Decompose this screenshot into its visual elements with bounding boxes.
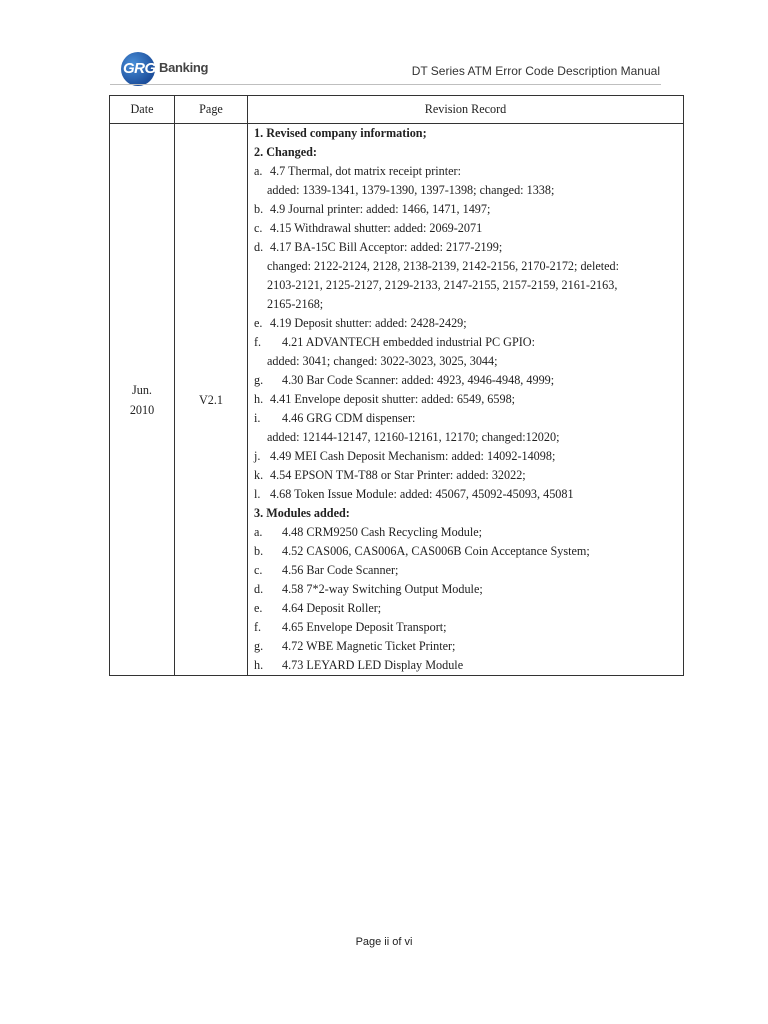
record-item-label: d. (254, 582, 264, 596)
record-item-text: 4.17 BA-15C Bill Acceptor: added: 2177-2199; (270, 240, 503, 254)
record-item-label: h. (254, 392, 264, 406)
record-item-text: 1. Revised company information; (254, 126, 427, 140)
record-item-label: k. (254, 468, 264, 482)
record-line (254, 485, 683, 504)
record-item-label: h. (254, 658, 264, 672)
logo-grg-text: GRG (123, 60, 156, 77)
record-line (254, 580, 683, 599)
record-item-text: changed: 2122-2124, 2128, 2138-2139, 2142-2156, 2170-2172; deleted: (267, 259, 620, 273)
record-item-text: 4.21 ADVANTECH embedded industrial PC GPIO: (282, 335, 535, 349)
record-line (254, 162, 683, 181)
record-item-label: g. (254, 639, 264, 653)
revision-table (109, 95, 684, 676)
record-item-text: added: 1339-1341, 1379-1390, 1397-1398; changed: 1338; (267, 183, 555, 197)
record-line (254, 124, 683, 143)
record-item-label: c. (254, 221, 263, 235)
record-line (254, 238, 683, 257)
record-item-text: 4.58 7*2-way Switching Output Module; (282, 582, 483, 596)
date-cell (110, 124, 175, 676)
record-line (254, 561, 683, 580)
record-item-text: added: 3041; changed: 3022-3023, 3025, 3044; (267, 354, 498, 368)
record-line (254, 276, 683, 295)
record-item-text: 4.46 GRG CDM dispenser: (282, 411, 416, 425)
document-title: DT Series ATM Error Code Description Manual (411, 64, 660, 78)
record-item-label: f. (254, 620, 262, 634)
table-header-row (110, 96, 684, 124)
record-line (254, 371, 683, 390)
revision-record-cell (248, 124, 684, 676)
page-cell: V2.1 (175, 124, 248, 676)
record-item-label: c. (254, 563, 263, 577)
table-row (110, 124, 684, 676)
record-item-text: 4.73 LEYARD LED Display Module (282, 658, 464, 672)
record-item-text: 4.7 Thermal, dot matrix receipt printer: (270, 164, 461, 178)
record-line (254, 637, 683, 656)
record-line (254, 542, 683, 561)
record-line (254, 295, 683, 314)
record-line (254, 200, 683, 219)
record-item-text: 4.49 MEI Cash Deposit Mechanism: added: 14092-14098; (270, 449, 556, 463)
record-item-text: 4.56 Bar Code Scanner; (282, 563, 399, 577)
header-divider (110, 84, 661, 85)
column-header-revision-record: Revision Record (248, 96, 684, 124)
record-item-text: 3. Modules added: (254, 506, 350, 520)
record-line (254, 447, 683, 466)
record-item-text: 4.41 Envelope deposit shutter: added: 6549, 6598; (270, 392, 516, 406)
record-item-text: 4.48 CRM9250 Cash Recycling Module; (282, 525, 483, 539)
record-line (254, 352, 683, 371)
record-item-label: e. (254, 316, 263, 330)
record-line (254, 333, 683, 352)
record-item-text: 4.54 EPSON TM-T88 or Star Printer: added: 32022; (270, 468, 526, 482)
record-item-text: added: 12144-12147, 12160-12161, 12170; changed:12020; (267, 430, 560, 444)
record-line (254, 504, 683, 523)
record-line (254, 599, 683, 618)
revision-record-list (254, 124, 683, 675)
page-number: Page ii of vi (355, 936, 413, 948)
logo-banking-text: Banking (159, 60, 209, 75)
record-item-text: 4.19 Deposit shutter: added: 2428-2429; (270, 316, 467, 330)
record-line (254, 618, 683, 637)
record-item-label: a. (254, 525, 263, 539)
column-header-page: Page (175, 96, 248, 124)
record-item-text: 2103-2121, 2125-2127, 2129-2133, 2147-2155, 2157-2159, 2161-2163, (267, 278, 618, 292)
record-line (254, 523, 683, 542)
record-item-text: 4.9 Journal printer: added: 1466, 1471, 1497; (270, 202, 491, 216)
record-line (254, 219, 683, 238)
record-item-label: i. (254, 411, 261, 425)
record-item-text: 4.64 Deposit Roller; (282, 601, 382, 615)
grg-banking-logo (121, 52, 211, 86)
record-item-label: d. (254, 240, 264, 254)
record-line (254, 257, 683, 276)
record-line (254, 390, 683, 409)
record-item-text: 4.65 Envelope Deposit Transport; (282, 620, 447, 634)
record-item-label: g. (254, 373, 264, 387)
record-item-text: 2. Changed: (254, 145, 317, 159)
record-line (254, 143, 683, 162)
date-month: Jun. (132, 382, 152, 397)
record-item-label: f. (254, 335, 262, 349)
record-item-text: 4.30 Bar Code Scanner: added: 4923, 4946-4948, 4999; (282, 373, 555, 387)
record-line (254, 181, 683, 200)
record-item-label: a. (254, 164, 263, 178)
record-item-text: 4.68 Token Issue Module: added: 45067, 45092-45093, 45081 (270, 487, 574, 501)
record-item-label: e. (254, 601, 263, 615)
record-line (254, 656, 683, 675)
record-line (254, 466, 683, 485)
record-item-label: j. (254, 449, 261, 463)
record-line (254, 428, 683, 447)
column-header-date: Date (110, 96, 175, 124)
date-year: 2010 (129, 402, 155, 417)
record-item-text: 4.72 WBE Magnetic Ticket Printer; (282, 639, 456, 653)
record-item-text: 4.52 CAS006, CAS006A, CAS006B Coin Acceptance System; (282, 544, 590, 558)
record-line (254, 409, 683, 428)
record-item-label: l. (254, 487, 261, 501)
record-item-text: 4.15 Withdrawal shutter: added: 2069-2071 (270, 221, 483, 235)
record-line (254, 314, 683, 333)
record-item-label: b. (254, 544, 264, 558)
record-item-label: b. (254, 202, 264, 216)
record-item-text: 2165-2168; (267, 297, 324, 311)
